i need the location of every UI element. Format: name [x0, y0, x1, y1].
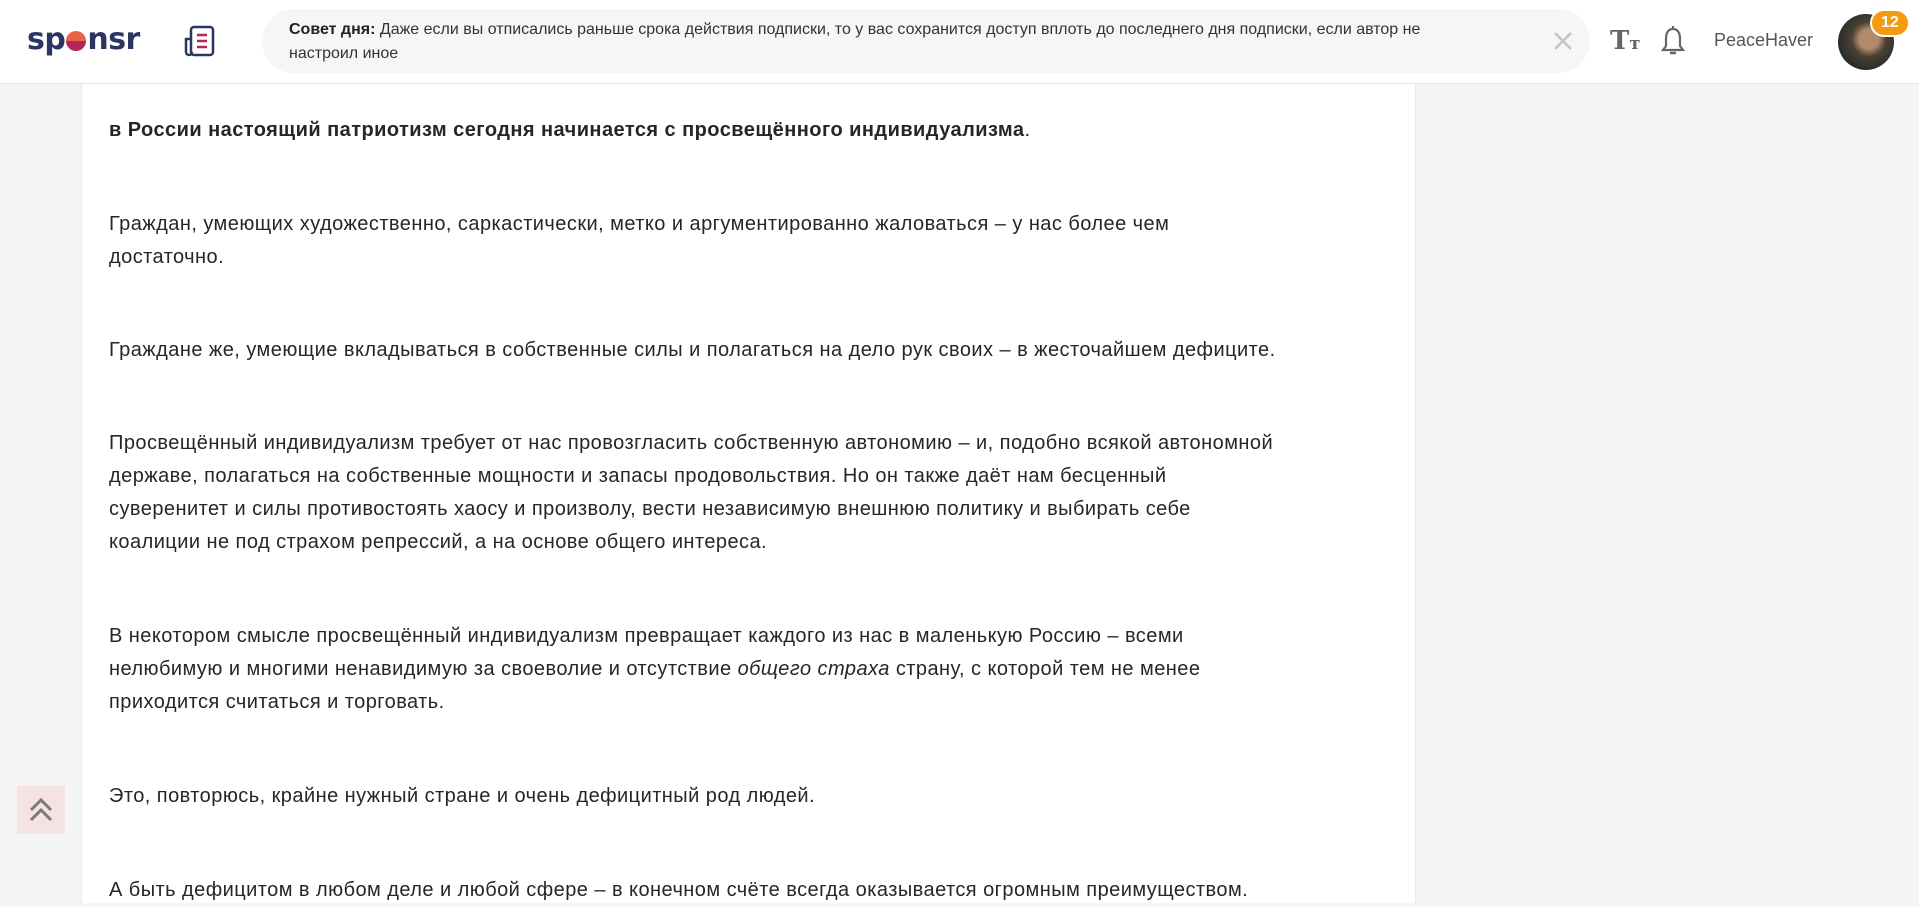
paragraph: [109, 334, 1276, 367]
tip-text: [289, 18, 1489, 66]
text: .: [1024, 119, 1031, 141]
line: коалиции не под страхом репрессий, а на основе общего интереса.: [109, 531, 768, 553]
double-chevron-up-icon: [17, 786, 65, 834]
line: суверенитет и силы противостоять хаосу и произволу, вести независимую внешнюю политику и выбирать себе: [109, 498, 1191, 520]
sponsr-logo[interactable]: sp nsr: [27, 22, 140, 57]
paragraph: [109, 114, 1030, 147]
tip-body: Даже если вы отписались раньше срока действия подписки, то у вас сохранится доступ вплоть до последнего дня подписки, если автор не настроил иное: [289, 21, 1421, 62]
paragraph: [109, 208, 1169, 274]
username[interactable]: PeaceHaver: [1714, 30, 1814, 50]
close-icon[interactable]: [1549, 27, 1577, 55]
notification-badge: 12: [1870, 9, 1910, 37]
italic-text: общего страха: [737, 658, 890, 680]
paragraph: [109, 427, 1273, 559]
paragraph: [109, 780, 815, 813]
paragraph: [109, 620, 1200, 719]
article-body: [82, 84, 1416, 903]
left-sidebar: [0, 84, 82, 903]
line: приходится считаться и торговать.: [109, 691, 445, 713]
paragraph: [109, 874, 1248, 907]
line: державе, полагаться на собственные мощности и запасы продовольствия. Но он также даёт нам бесценный: [109, 465, 1167, 487]
line: [109, 653, 1200, 686]
line: А быть дефицитом в любом деле и любой сфере – в конечном счёте всегда оказывается огромным преимуществом.: [109, 879, 1249, 901]
line: Просвещённый индивидуализм требует от нас провозгласить собственную автономию – и, подобно всякой автономной: [109, 432, 1274, 454]
text: страну, с которой тем не менее: [889, 658, 1201, 680]
top-header: [0, 0, 1919, 84]
line: Граждане же, умеющие вкладываться в собственные силы и полагаться на дело рук своих – в жесточайшем дефиците.: [109, 339, 1276, 361]
line: достаточно.: [109, 246, 225, 268]
text: нелюбимую и многими ненавидимую за своеволие и отсутствие: [109, 658, 738, 680]
bold-text: в России настоящий патриотизм сегодня начинается с просвещённого индивидуализма: [109, 119, 1025, 141]
tip-of-the-day: [262, 9, 1590, 73]
line: Это, повторюсь, крайне нужный стране и очень дефицитный род людей.: [109, 785, 816, 807]
tip-label: Совет дня:: [289, 21, 376, 38]
scroll-to-top-button[interactable]: [17, 786, 65, 834]
line: Граждан, умеющих художественно, саркастически, метко и аргументированно жаловаться – у нас более чем: [109, 213, 1170, 235]
bell-icon[interactable]: [1660, 25, 1686, 57]
line: В некотором смысле просвещённый индивидуализм превращает каждого из нас в маленькую Россию – всеми: [109, 625, 1184, 647]
text-size-icon[interactable]: Tт: [1610, 26, 1641, 56]
feed-icon[interactable]: [183, 25, 217, 57]
